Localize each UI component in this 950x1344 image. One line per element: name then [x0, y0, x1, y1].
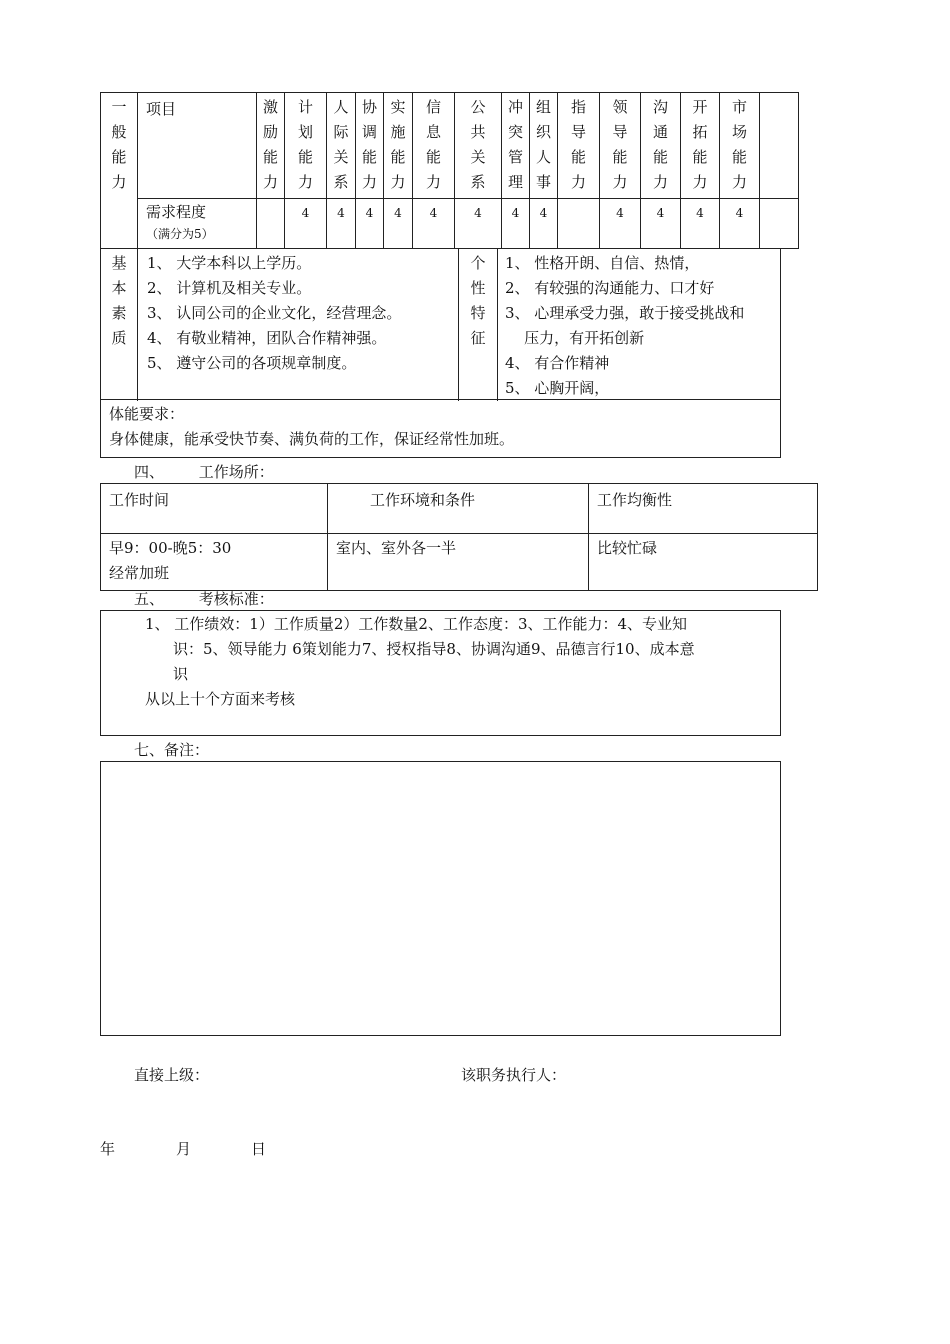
assessment-summary: 从以上十个方面来考核 — [145, 690, 296, 708]
personality-list — [505, 251, 777, 401]
balance-value: 比较忙碌 — [589, 534, 818, 591]
ability-header: 实 施 能 力 — [384, 93, 413, 199]
ability-header-empty — [760, 93, 799, 199]
ability-header: 领 导 能 力 — [600, 93, 641, 199]
ability-header: 冲 突 管 理 — [502, 93, 530, 199]
environment-value: 室内、室外各一半 — [328, 534, 589, 591]
ability-header: 组 织 人 事 — [530, 93, 558, 199]
list-item: 3、 认同公司的企业文化，经营理念。 — [147, 304, 402, 322]
basic-quality-label: 基 本 素 质 — [101, 249, 138, 401]
workplace-heading: 四、 工作场所： — [134, 463, 274, 481]
demand-score: 4 — [384, 199, 413, 249]
demand-score — [558, 199, 600, 249]
criteria-line: 1、 工作绩效：1）工作质量2）工作数量2、工作态度：3、工作能力：4、专业知 — [145, 615, 688, 633]
work-time-value: 早9：00-晚5：30 经常加班 — [101, 534, 328, 591]
demand-score: 4 — [285, 199, 327, 249]
demand-score: 4 — [600, 199, 641, 249]
ability-header: 指 导 能 力 — [558, 93, 600, 199]
item-label: 项目 — [138, 93, 257, 199]
ability-table — [100, 92, 799, 249]
demand-score: 4 — [327, 199, 356, 249]
header-work-time: 工作时间 — [101, 484, 328, 534]
workplace-table — [100, 483, 818, 591]
demand-score — [760, 199, 799, 249]
list-item: 3、 心理承受力强，敢于接受挑战和 — [505, 304, 745, 322]
ability-header: 激 励 能 力 — [257, 93, 285, 199]
list-item: 2、 计算机及相关专业。 — [147, 279, 312, 297]
criteria-line: 识 — [173, 665, 189, 683]
header-environment: 工作环境和条件 — [328, 484, 589, 534]
criteria-line: 识：5、领导能力 6策划能力7、授权指导8、协调沟通9、品德言行10、成本意 — [173, 640, 695, 658]
list-item: 5、 遵守公司的各项规章制度。 — [147, 354, 357, 372]
day-label: 日 — [251, 1140, 267, 1158]
demand-score: 4 — [681, 199, 720, 249]
demand-score — [257, 199, 285, 249]
list-item: 1、 大学本科以上学历。 — [147, 254, 312, 272]
personality-label: 个 性 特 征 — [458, 249, 498, 401]
ability-header: 开 拓 能 力 — [681, 93, 720, 199]
physical-text: 身体健康，能承受快节奏、满负荷的工作，保证经常性加班。 — [109, 430, 515, 448]
assessment-box — [100, 610, 781, 736]
assessment-criteria — [145, 612, 775, 712]
list-item: 5、 心胸开阔， — [505, 379, 610, 397]
demand-score: 4 — [356, 199, 384, 249]
ability-header: 协 调 能 力 — [356, 93, 384, 199]
list-item: 压力，有开拓创新 — [505, 329, 645, 347]
demand-score: 4 — [455, 199, 502, 249]
physical-title: 体能要求： — [109, 405, 185, 423]
ability-header: 公 共 关 系 — [455, 93, 502, 199]
supervisor-label: 直接上级： — [134, 1066, 210, 1084]
remarks-box — [100, 761, 781, 1036]
basic-quality-list — [147, 251, 457, 376]
ability-header: 市 场 能 力 — [720, 93, 760, 199]
demand-score: 4 — [502, 199, 530, 249]
list-item: 4、 有合作精神 — [505, 354, 610, 372]
ability-header: 计 划 能 力 — [285, 93, 327, 199]
ability-header: 信 息 能 力 — [413, 93, 455, 199]
date-line — [100, 1138, 400, 1159]
demand-score: 4 — [641, 199, 681, 249]
header-balance: 工作均衡性 — [589, 484, 818, 534]
ability-header: 人 际 关 系 — [327, 93, 356, 199]
list-item: 4、 有敬业精神，团队合作精神强。 — [147, 329, 387, 347]
demand-score: 4 — [530, 199, 558, 249]
year-label: 年 — [100, 1140, 116, 1158]
qualities-section — [100, 248, 781, 458]
ability-header: 沟 通 能 力 — [641, 93, 681, 199]
list-item: 1、 性格开朗、自信、热情， — [505, 254, 700, 272]
physical-requirements — [101, 399, 780, 454]
assessment-heading: 五、 考核标准： — [134, 590, 274, 608]
list-item: 2、 有较强的沟通能力、口才好 — [505, 279, 715, 297]
demand-score: 4 — [720, 199, 760, 249]
executor-label: 该职务执行人： — [461, 1066, 567, 1084]
section-label-general-ability: 一 般 能 力 — [101, 93, 138, 249]
month-label: 月 — [176, 1140, 192, 1158]
demand-label: 需求程度 （满分为5） — [138, 199, 257, 249]
demand-score: 4 — [413, 199, 455, 249]
remarks-heading: 七、备注： — [134, 741, 210, 759]
